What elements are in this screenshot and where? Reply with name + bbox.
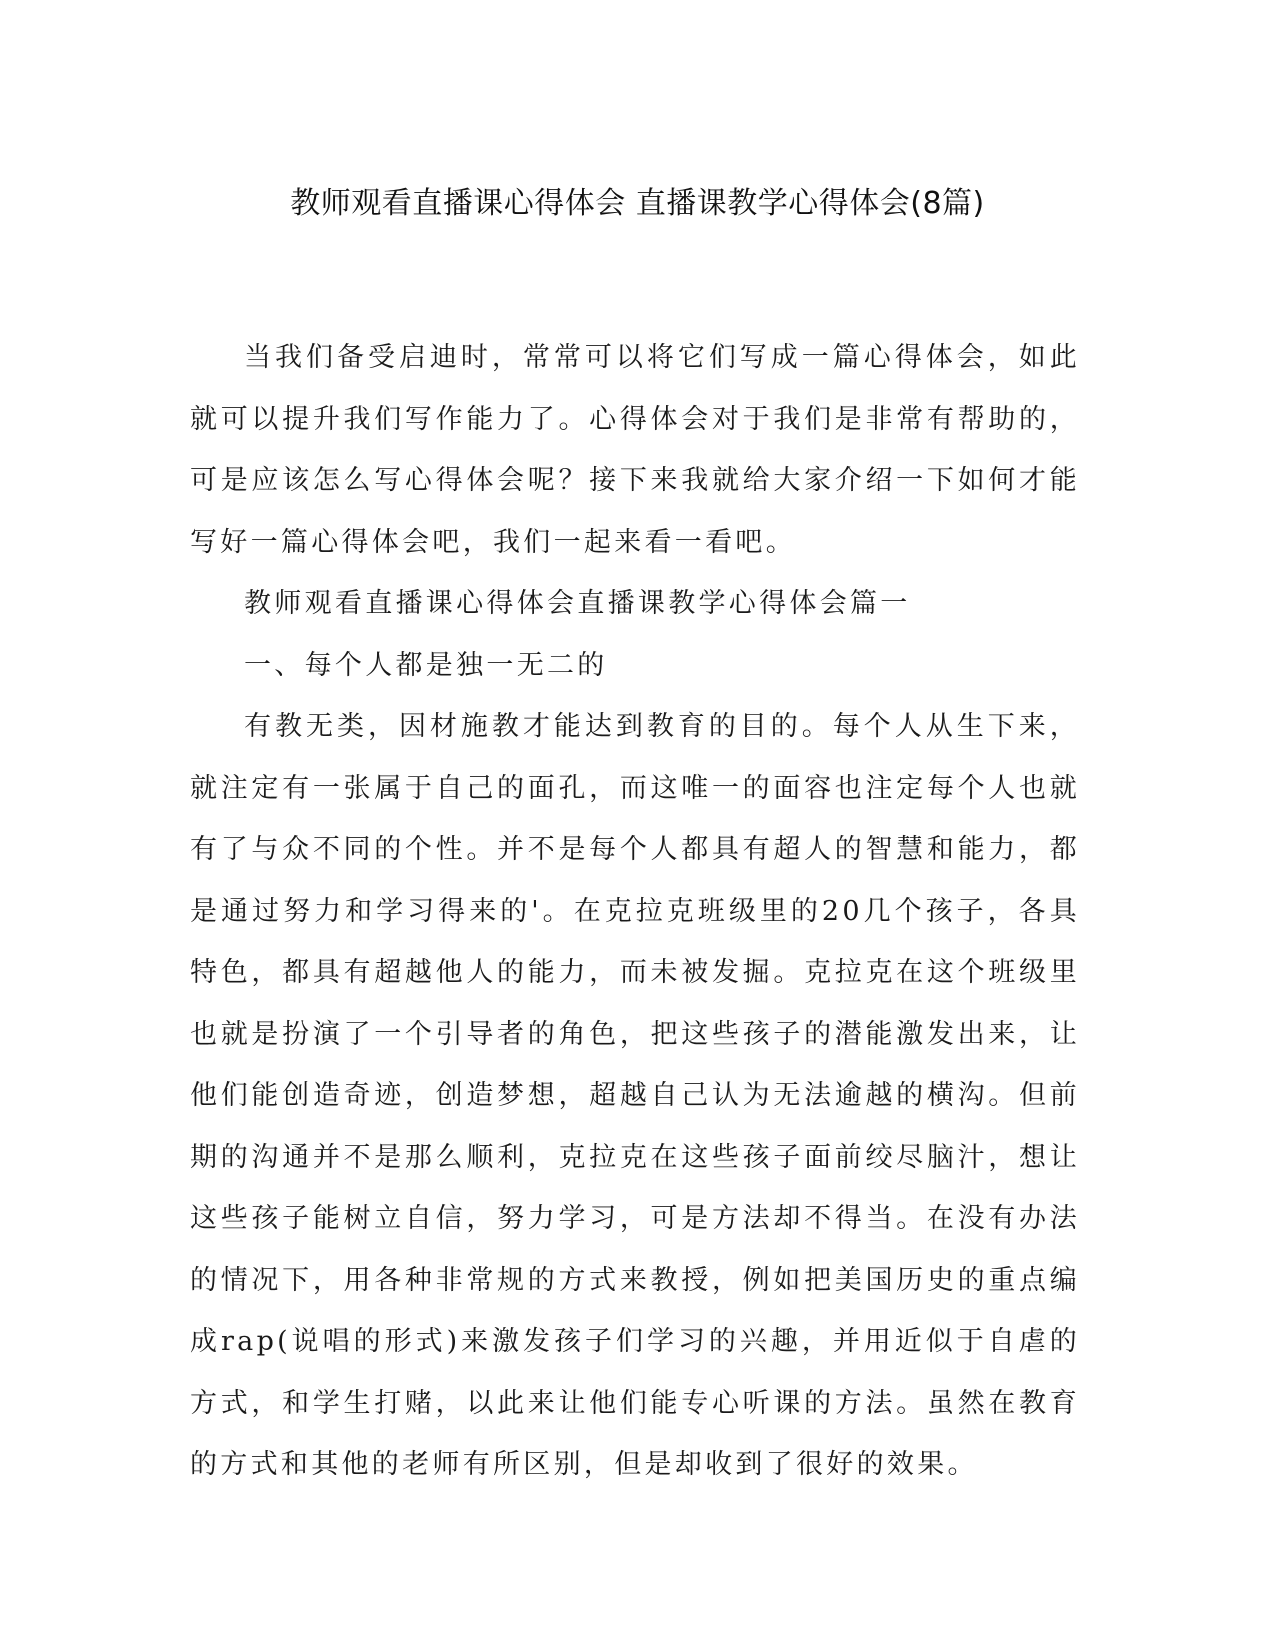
document-title: 教师观看直播课心得体会 直播课教学心得体会(8篇) bbox=[290, 186, 985, 221]
subsection-heading: 一、每个人都是独一无二的 bbox=[244, 649, 608, 681]
section-heading: 教师观看直播课心得体会直播课教学心得体会篇一 bbox=[244, 588, 911, 619]
document-body bbox=[190, 327, 1080, 1496]
intro-paragraph: 当我们备受启迪时，常常可以将它们写成一篇心得体会，如此就可以提升我们写作能力了。心得体会对于我们是非常有帮助的，可是应该怎么写心得体会呢？接下来我就给大家介绍一下如何才能写好一篇心得体会吧，我们一起来看一看吧。 bbox=[190, 342, 1080, 558]
body-paragraph: 有教无类，因材施教才能达到教育的目的。每个人从生下来，就注定有一张属于自己的面孔，而这唯一的面容也注定每个人也就有了与众不同的个性。并不是每个人都具有超人的智慧和能力，都是通过努力和学习得来的'。在克拉克班级里的20几个孩子，各具特色，都具有超越他人的能力，而未被发掘。克拉克在这个班级里也就是扮演了一个引导者的角色，把这些孩子的潜能激发出来，让他们能创造奇迹，创造梦想，超越自己认为无法逾越的横沟。但前期的沟通并不是那么顺利，克拉克在这些孩子面前绞尽脑汁，想让这些孩子能树立自信，努力学习，可是方法却不得当。在没有办法的情况下，用各种非常规的方式来教授，例如把美国历史的重点编成rap(说唱的形式)来激发孩子们学习的兴趣，并用近似于自虐的方式，和学生打赌，以此来让他们能专心听课的方法。虽然在教育的方式和其他的老师有所区别，但是却收到了很好的效果。 bbox=[190, 711, 1080, 1480]
